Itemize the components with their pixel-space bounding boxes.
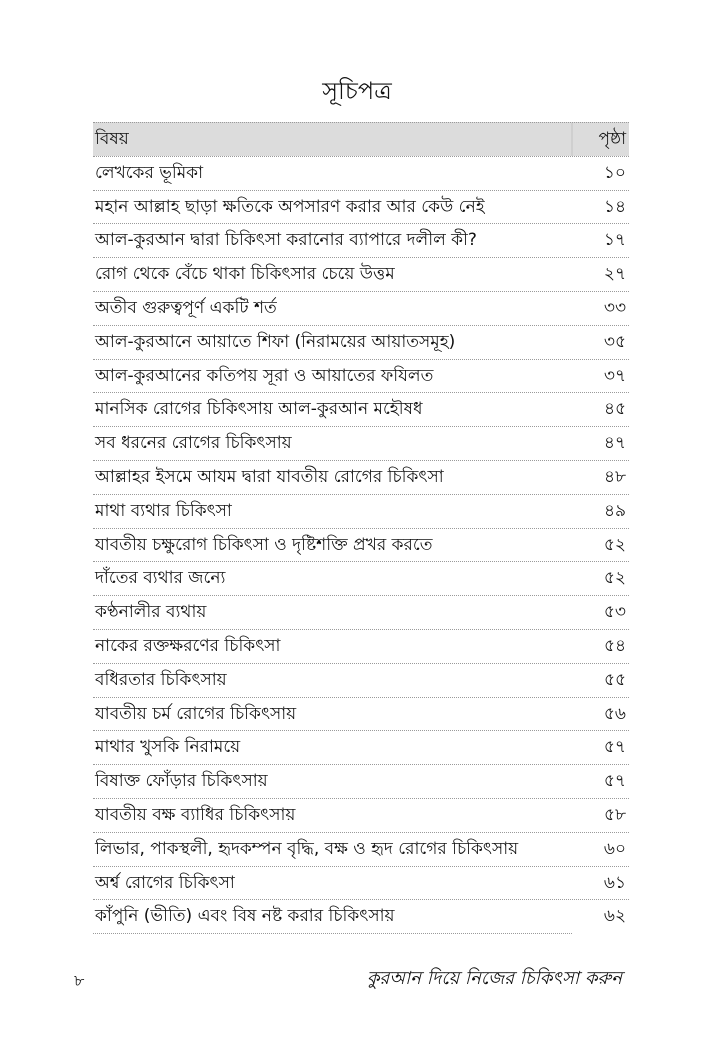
toc-page-number: ১৪ (603, 196, 626, 217)
toc-page-number: ৫৫ (603, 669, 626, 690)
toc-topic: রোগ থেকে বেঁচে থাকা চিকিৎসার চেয়ে উত্তম (95, 264, 395, 285)
page-title: সূচিপত্র (322, 77, 392, 105)
header-topic: বিষয় (95, 129, 129, 149)
toc-topic: মাথা ব্যথার চিকিৎসা (95, 500, 232, 521)
toc-row (93, 426, 629, 460)
toc-page-number: ৪৮ (603, 466, 626, 487)
toc-row (93, 595, 629, 629)
toc-row (93, 359, 629, 393)
toc-topic: অতীব গুরুত্বপূর্ণ একটি শর্ত (95, 297, 277, 318)
toc-topic: বিষাক্ত ফোঁড়ার চিকিৎসায় (95, 771, 268, 792)
toc-page-number: ৫৭ (603, 771, 626, 792)
toc-topic: কাঁপুনি (ভীতি) এবং বিষ নষ্ট করার চিকিৎসায় (95, 906, 395, 927)
toc-topic: লেখকের ভূমিকা (95, 162, 204, 183)
toc-page-number: ৫৭ (603, 737, 626, 758)
toc-page-number: ৩৫ (603, 331, 626, 352)
toc-page-number: ৫৮ (603, 804, 626, 825)
toc-page-number: ৪৯ (603, 500, 626, 521)
toc-row (93, 730, 629, 764)
toc-row (93, 866, 629, 900)
toc-topic: মাথার খুসকি নিরাময়ে (95, 737, 241, 758)
header-page: পৃষ্ঠা (598, 129, 626, 149)
toc-page-number: ৩৭ (603, 365, 626, 386)
toc-row (93, 561, 629, 595)
toc-header-row (93, 122, 629, 156)
toc-topic: নাকের রক্তক্ষরণের চিকিৎসা (95, 635, 281, 656)
toc-topic: আল-কুরআনে আয়াতে শিফা (নিরাময়ের আয়াতসমূহ) (95, 331, 456, 352)
toc-row (93, 663, 629, 697)
toc-topic: যাবতীয় চক্ষুরোগ চিকিৎসা ও দৃষ্টিশক্তি প্রখর করতে (95, 534, 433, 555)
toc-page-number: ৫৪ (603, 635, 626, 656)
toc-page-number: ৪৭ (603, 433, 626, 454)
toc-row (93, 257, 629, 291)
toc-page-number: ১০ (603, 162, 626, 183)
toc-row (93, 629, 629, 663)
toc-row (93, 223, 629, 257)
toc-page-number: ১৭ (603, 230, 626, 251)
toc-topic: আল-কুরআনের কতিপয় সূরা ও আয়াতের ফযিলত (95, 365, 434, 386)
toc-row (93, 697, 629, 731)
toc-page-number: ৬২ (603, 906, 626, 927)
toc-row (93, 156, 629, 190)
toc-row (93, 392, 629, 426)
toc-page-number: ৫২ (603, 534, 626, 555)
toc-row (93, 528, 629, 562)
toc-topic: মহান আল্লাহ ছাড়া ক্ষতিকে অপসারণ করার আর কেউ নেই (95, 196, 485, 217)
toc-topic: সব ধরনের রোগের চিকিৎসায় (95, 433, 292, 454)
toc-row (93, 899, 629, 933)
toc-row (93, 325, 629, 359)
toc-page-number: ৬০ (603, 838, 626, 859)
toc-row (93, 764, 629, 798)
table-of-contents (93, 122, 629, 934)
toc-topic: আল্লাহর ইসমে আযম দ্বারা যাবতীয় রোগের চিকিৎসা (95, 466, 444, 487)
toc-page-number: ৬১ (603, 872, 626, 893)
footer-page-number: ৮ (74, 971, 85, 990)
toc-page-number: ৫৬ (603, 703, 626, 724)
toc-row (93, 832, 629, 866)
column-divider (571, 123, 573, 156)
toc-topic: বধিরতার চিকিৎসায় (95, 669, 227, 690)
toc-topic: যাবতীয় বক্ষ ব্যাধির চিকিৎসায় (95, 804, 296, 825)
toc-page-number: ৪৫ (603, 399, 626, 420)
toc-row (93, 291, 629, 325)
toc-topic: যাবতীয় চর্ম রোগের চিকিৎসায় (95, 703, 297, 724)
toc-row (93, 190, 629, 224)
toc-page-number: ৩৩ (603, 297, 626, 318)
toc-page-number: ৫৩ (603, 602, 626, 623)
toc-topic: আল-কুরআন দ্বারা চিকিৎসা করানোর ব্যাপারে দলীল কী? (95, 230, 477, 251)
toc-page-number: ২৭ (603, 264, 626, 285)
toc-page-number: ৫২ (603, 568, 626, 589)
toc-end-line (93, 933, 572, 934)
toc-topic: লিভার, পাকস্থলী, হৃদকম্পন বৃদ্ধি, বক্ষ ও হৃদ রোগের চিকিৎসায় (95, 838, 519, 859)
toc-topic: অর্শ্ব রোগের চিকিৎসা (95, 872, 235, 893)
toc-rows (93, 156, 629, 933)
toc-topic: কণ্ঠনালীর ব্যথায় (95, 602, 207, 623)
toc-row (93, 460, 629, 494)
footer-book-title: কুরআন দিয়ে নিজের চিকিৎসা করুন (366, 968, 622, 989)
toc-topic: দাঁতের ব্যথার জন্যে (95, 568, 226, 589)
toc-row (93, 798, 629, 832)
toc-topic: মানসিক রোগের চিকিৎসায় আল-কুরআন মহৌষধ (95, 399, 423, 420)
toc-row (93, 494, 629, 528)
